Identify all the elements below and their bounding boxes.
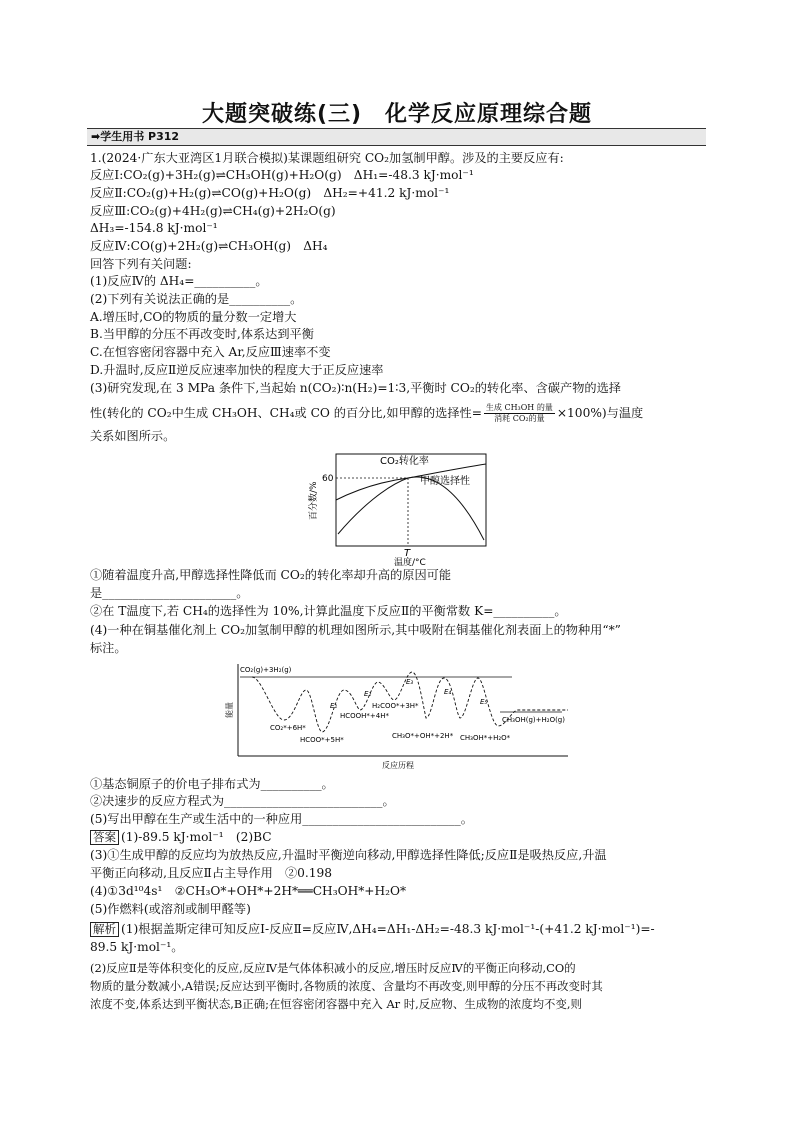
question-prompt: 回答下列有关问题: bbox=[90, 257, 192, 271]
option-b: B.当甲醇的分压不再改变时,体系达到平衡 bbox=[90, 327, 314, 341]
analysis-line-4: 物质的量分数减小,A错误;反应达到平衡时,各物质的浓度、含量均不再改变,则甲醇的分压不再改变时其 bbox=[90, 979, 603, 993]
answer-line-1 bbox=[90, 829, 702, 845]
y-axis-label: 百分数/% bbox=[309, 481, 319, 520]
part-2: (2)下列有关说法正确的是__________。 bbox=[90, 292, 303, 306]
part-4-q1: ①基态铜原子的价电子排布式为__________。 bbox=[90, 777, 334, 791]
analysis-text-1: (1)根据盖斯定律可知反应Ⅰ-反应Ⅱ=反应Ⅳ,ΔH₄=ΔH₁-ΔH₂=-48.3 kJ·mol⁻¹-(+41.2 kJ·mol⁻¹)=- bbox=[121, 922, 655, 936]
state-3: HCOOH*+4H* bbox=[340, 712, 390, 720]
state-initial: CO₂(g)+3H₂(g) bbox=[240, 666, 292, 674]
selectivity-chart bbox=[300, 448, 500, 568]
part-3-q1-line-1: ①随着温度升高,甲醇选择性降低而 CO₂的转化率却升高的原因可能 bbox=[90, 568, 452, 582]
option-d: D.升温时,反应Ⅱ逆反应速率加快的程度大于正反应速率 bbox=[90, 363, 384, 377]
part-4-line-2: 标注。 bbox=[90, 641, 127, 655]
barrier-e5: E₅ bbox=[480, 698, 488, 706]
analysis-line-5: 浓度不变,体系达到平衡状态,B正确;在恒容密闭容器中充入 Ar 时,反应物、生成物的浓度均不变,则 bbox=[90, 997, 582, 1011]
option-c: C.在恒容密闭容器中充入 Ar,反应Ⅲ速率不变 bbox=[90, 345, 331, 359]
answer-line-3: 平衡正向移动,且反应Ⅱ占主导作用 ②0.198 bbox=[90, 866, 333, 880]
selectivity-text: 性(转化的 CO₂中生成 CH₃OH、CH₄或 CO 的百分比,如甲醇的选择性= bbox=[90, 406, 482, 420]
part-3-line-1: (3)研究发现,在 3 MPa 条件下,当起始 n(CO₂)∶n(H₂)=1∶3,平衡时 CO₂的转化率、含碳产物的选择 bbox=[90, 381, 621, 395]
answer-line-5: (5)作燃料(或溶剂或制甲醛等) bbox=[90, 902, 251, 916]
answer-line-4: (4)①3d¹⁰4s¹ ②CH₃O*+OH*+2H*══CH₃OH*+H₂O* bbox=[90, 884, 407, 898]
part-3-q2: ②在 T温度下,若 CH₄的选择性为 10%,计算此温度下反应Ⅱ的平衡常数 K=__________。 bbox=[90, 604, 567, 618]
answer-line-2: (3)①生成甲醇的反应均为放热反应,升温时平衡逆向移动,甲醇选择性降低;反应Ⅱ是吸热反应,升温 bbox=[90, 848, 607, 862]
barrier-e3: E₃ bbox=[406, 678, 414, 686]
question-intro: 1.(2024·广东大亚湾区1月联合模拟)某课题组研究 CO₂加氢制甲醇。涉及的主要反应有: bbox=[90, 151, 564, 165]
analysis-line-2: 89.5 kJ·mol⁻¹。 bbox=[90, 940, 184, 954]
selectivity-fraction bbox=[484, 403, 555, 424]
state-1: CO₂*+6H* bbox=[270, 724, 306, 732]
part-4-q2: ②决速步的反应方程式为__________________________。 bbox=[90, 794, 395, 808]
part-3-q1-line-2: 是______________________。 bbox=[90, 586, 249, 600]
reaction-3: 反应Ⅲ:CO₂(g)+4H₂(g)⇌CH₄(g)+2H₂O(g) bbox=[90, 204, 336, 218]
state-final: CH₃OH(g)+H₂O(g) bbox=[502, 716, 565, 724]
x-tick-t: T bbox=[404, 548, 411, 559]
barrier-e1: E₁ bbox=[330, 702, 338, 710]
part-1: (1)反应Ⅳ的 ΔH₄=__________。 bbox=[90, 274, 268, 288]
part-3-line-2 bbox=[90, 403, 702, 424]
curve-label-selectivity: 甲醇选择性 bbox=[420, 476, 470, 487]
analysis-line-3: (2)反应Ⅱ是等体积变化的反应,反应Ⅳ是气体体积减小的反应,增压时反应Ⅳ的平衡正向移动,CO的 bbox=[90, 961, 576, 975]
y-tick-60: 60 bbox=[322, 474, 334, 484]
x-axis-label: 反应历程 bbox=[382, 761, 414, 770]
part-4-line-1: (4)一种在铜基催化剂上 CO₂加氢制甲醇的机理如图所示,其中吸附在铜基催化剂表面上的物种用“*” bbox=[90, 623, 621, 637]
reaction-2: 反应Ⅱ:CO₂(g)+H₂(g)⇌CO(g)+H₂O(g) ΔH₂=+41.2 kJ·mol⁻¹ bbox=[90, 186, 450, 200]
state-4: H₂COO*+3H* bbox=[372, 702, 419, 710]
y-axis-label: 能量 bbox=[225, 702, 234, 718]
fraction-denominator: 消耗 CO₂的量 bbox=[494, 414, 545, 423]
page-title: 大题突破练(三) 化学反应原理综合题 bbox=[201, 102, 593, 127]
reaction-4: 反应Ⅳ:CO(g)+2H₂(g)⇌CH₃OH(g) ΔH₄ bbox=[90, 239, 328, 253]
book-reference: ➡学生用书 P312 bbox=[91, 130, 180, 143]
analysis-tag: 解析 bbox=[90, 922, 119, 937]
x-axis-label: 温度/°C bbox=[394, 558, 426, 568]
state-6: CH₃OH*+H₂O* bbox=[460, 734, 511, 742]
state-2: HCOO*+5H* bbox=[300, 736, 344, 744]
part-5: (5)写出甲醇在生产或生活中的一种应用__________________________。 bbox=[90, 812, 473, 826]
state-5: CH₃O*+OH*+2H* bbox=[392, 732, 454, 740]
reaction-3-enthalpy: ΔH₃=-154.8 kJ·mol⁻¹ bbox=[90, 221, 218, 235]
answer-tag: 答案 bbox=[90, 830, 119, 845]
selectivity-text-end: ×100%)与温度 bbox=[556, 406, 644, 420]
section-bar bbox=[87, 128, 706, 146]
part-3-line-3: 关系如图所示。 bbox=[90, 429, 176, 443]
analysis-line-1 bbox=[90, 921, 702, 937]
answer-text-1: (1)-89.5 kJ·mol⁻¹ (2)BC bbox=[121, 830, 272, 844]
fraction-numerator: 生成 CH₃OH 的量 bbox=[485, 403, 553, 412]
option-a: A.增压时,CO的物质的量分数一定增大 bbox=[90, 310, 297, 324]
barrier-e2: E₂ bbox=[364, 690, 372, 698]
barrier-e4: E₄ bbox=[444, 688, 452, 696]
reaction-1: 反应Ⅰ:CO₂(g)+3H₂(g)⇌CH₃OH(g)+H₂O(g) ΔH₁=-48.3 kJ·mol⁻¹ bbox=[90, 168, 474, 182]
curve-label-conversion: CO₂转化率 bbox=[380, 456, 429, 467]
energy-profile-diagram bbox=[222, 660, 574, 772]
